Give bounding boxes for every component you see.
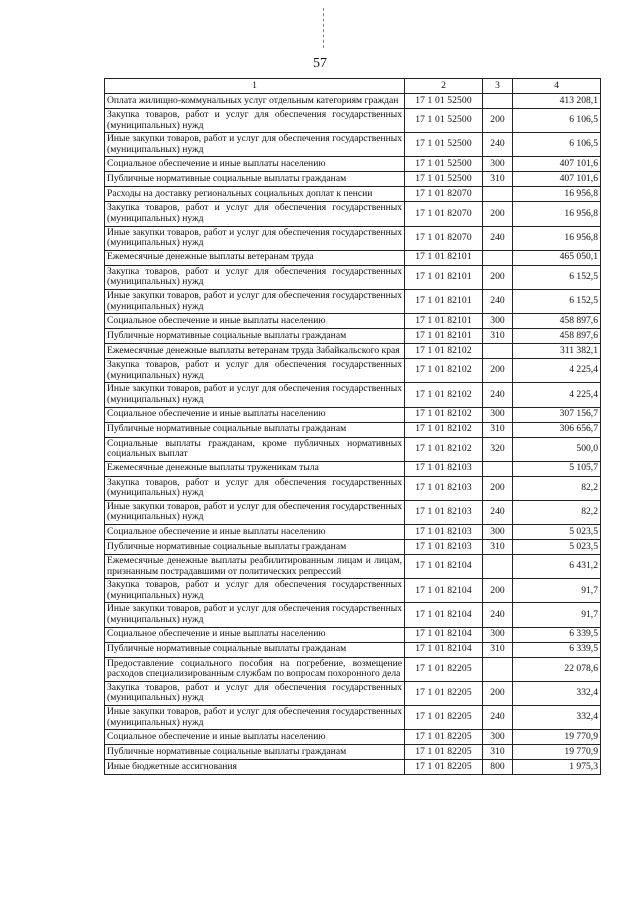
- header-cell-code: 2: [405, 79, 483, 94]
- row-type-cell: 310: [483, 745, 513, 760]
- table-row: [105, 344, 601, 359]
- row-type-cell: [483, 657, 513, 681]
- row-code-cell: 17 1 01 82102: [405, 437, 483, 461]
- table-row: [105, 730, 601, 745]
- row-name-cell: Предоставление социального пособия на погребение, возмещение расходов специализированным службам по вопросам похоронного дела: [105, 657, 405, 681]
- row-name-cell: Иные закупки товаров, работ и услуг для обеспечения государственных (муниципальных) нужд: [105, 603, 405, 627]
- row-amount-cell: 91,7: [513, 603, 601, 627]
- row-code-cell: 17 1 01 82103: [405, 476, 483, 500]
- table-row: [105, 627, 601, 642]
- row-amount-cell: 6 106,5: [513, 133, 601, 157]
- row-type-cell: 300: [483, 157, 513, 172]
- row-name-cell: Социальное обеспечение и иные выплаты населению: [105, 525, 405, 540]
- row-code-cell: 17 1 01 82103: [405, 461, 483, 476]
- row-name-cell: Иные закупки товаров, работ и услуг для обеспечения государственных (муниципальных) нужд: [105, 500, 405, 524]
- row-type-cell: [483, 555, 513, 579]
- row-code-cell: 17 1 01 82103: [405, 540, 483, 555]
- row-code-cell: 17 1 01 82103: [405, 500, 483, 524]
- row-amount-cell: 6 431,2: [513, 555, 601, 579]
- row-name-cell: Публичные нормативные социальные выплаты гражданам: [105, 172, 405, 187]
- row-type-cell: 200: [483, 681, 513, 705]
- table-row: [105, 500, 601, 524]
- row-type-cell: 240: [483, 133, 513, 157]
- table-row: [105, 642, 601, 657]
- table-row: [105, 461, 601, 476]
- table-row: [105, 706, 601, 730]
- row-type-cell: 320: [483, 437, 513, 461]
- row-code-cell: 17 1 01 82104: [405, 579, 483, 603]
- row-amount-cell: 22 078,6: [513, 657, 601, 681]
- row-code-cell: 17 1 01 82102: [405, 344, 483, 359]
- row-type-cell: [483, 344, 513, 359]
- row-code-cell: 17 1 01 82205: [405, 657, 483, 681]
- row-amount-cell: 4 225,4: [513, 359, 601, 383]
- row-code-cell: 17 1 01 82070: [405, 187, 483, 202]
- row-type-cell: 200: [483, 476, 513, 500]
- row-amount-cell: 82,2: [513, 476, 601, 500]
- row-code-cell: 17 1 01 82101: [405, 250, 483, 265]
- row-code-cell: 17 1 01 52500: [405, 109, 483, 133]
- row-name-cell: Закупка товаров, работ и услуг для обеспечения государственных (муниципальных) нужд: [105, 579, 405, 603]
- row-code-cell: 17 1 01 82104: [405, 642, 483, 657]
- row-type-cell: 200: [483, 265, 513, 289]
- row-type-cell: 310: [483, 172, 513, 187]
- row-code-cell: 17 1 01 52500: [405, 94, 483, 109]
- table-row: [105, 525, 601, 540]
- row-type-cell: 300: [483, 730, 513, 745]
- table-row: [105, 187, 601, 202]
- row-type-cell: 310: [483, 329, 513, 344]
- table-row: [105, 555, 601, 579]
- row-amount-cell: 307 156,7: [513, 407, 601, 422]
- row-name-cell: Социальное обеспечение и иные выплаты населению: [105, 627, 405, 642]
- row-amount-cell: 6 106,5: [513, 109, 601, 133]
- row-name-cell: Иные закупки товаров, работ и услуг для обеспечения государственных (муниципальных) нужд: [105, 289, 405, 313]
- row-name-cell: Закупка товаров, работ и услуг для обеспечения государственных (муниципальных) нужд: [105, 476, 405, 500]
- table-row: [105, 476, 601, 500]
- table-row: [105, 657, 601, 681]
- row-amount-cell: 465 050,1: [513, 250, 601, 265]
- row-name-cell: Социальные выплаты гражданам, кроме публичных нормативных социальных выплат: [105, 437, 405, 461]
- row-name-cell: Закупка товаров, работ и услуг для обеспечения государственных (муниципальных) нужд: [105, 265, 405, 289]
- row-code-cell: 17 1 01 82104: [405, 627, 483, 642]
- row-code-cell: 17 1 01 82101: [405, 289, 483, 313]
- row-type-cell: 200: [483, 579, 513, 603]
- row-code-cell: 17 1 01 82205: [405, 706, 483, 730]
- row-amount-cell: 332,4: [513, 681, 601, 705]
- row-name-cell: Закупка товаров, работ и услуг для обеспечения государственных (муниципальных) нужд: [105, 681, 405, 705]
- row-amount-cell: 407 101,6: [513, 172, 601, 187]
- row-amount-cell: 19 770,9: [513, 730, 601, 745]
- row-name-cell: Ежемесячные денежные выплаты ветеранам труда Забайкальского края: [105, 344, 405, 359]
- row-amount-cell: 5 023,5: [513, 525, 601, 540]
- row-name-cell: Публичные нормативные социальные выплаты гражданам: [105, 540, 405, 555]
- table-row: [105, 250, 601, 265]
- header-cell-amount: 4: [513, 79, 601, 94]
- table-row: [105, 407, 601, 422]
- row-name-cell: Публичные нормативные социальные выплаты гражданам: [105, 329, 405, 344]
- row-code-cell: 17 1 01 82101: [405, 329, 483, 344]
- row-amount-cell: 5 105,7: [513, 461, 601, 476]
- row-type-cell: 200: [483, 109, 513, 133]
- header-cell-type: 3: [483, 79, 513, 94]
- row-amount-cell: 500,0: [513, 437, 601, 461]
- fold-line: [323, 8, 324, 48]
- row-amount-cell: 82,2: [513, 500, 601, 524]
- row-name-cell: Ежемесячные денежные выплаты реабилитированным лицам и лицам, признанным пострадавшими от политических репрессий: [105, 555, 405, 579]
- row-name-cell: Ежемесячные денежные выплаты ветеранам труда: [105, 250, 405, 265]
- table-row: [105, 329, 601, 344]
- row-type-cell: 240: [483, 706, 513, 730]
- row-amount-cell: 91,7: [513, 579, 601, 603]
- row-code-cell: 17 1 01 82101: [405, 265, 483, 289]
- row-code-cell: 17 1 01 82205: [405, 681, 483, 705]
- row-type-cell: 200: [483, 359, 513, 383]
- row-code-cell: 17 1 01 82070: [405, 226, 483, 250]
- row-type-cell: 310: [483, 642, 513, 657]
- row-code-cell: 17 1 01 52500: [405, 172, 483, 187]
- row-name-cell: Социальное обеспечение и иные выплаты населению: [105, 407, 405, 422]
- row-amount-cell: 407 101,6: [513, 157, 601, 172]
- row-type-cell: 300: [483, 314, 513, 329]
- row-amount-cell: 19 770,9: [513, 745, 601, 760]
- row-type-cell: [483, 187, 513, 202]
- row-code-cell: 17 1 01 82104: [405, 603, 483, 627]
- row-type-cell: 300: [483, 525, 513, 540]
- row-code-cell: 17 1 01 82205: [405, 730, 483, 745]
- row-type-cell: 310: [483, 422, 513, 437]
- table-row: [105, 359, 601, 383]
- row-type-cell: 240: [483, 226, 513, 250]
- row-code-cell: 17 1 01 82102: [405, 359, 483, 383]
- row-name-cell: Социальное обеспечение и иные выплаты населению: [105, 157, 405, 172]
- table-row: [105, 172, 601, 187]
- row-amount-cell: 6 152,5: [513, 265, 601, 289]
- row-type-cell: 310: [483, 540, 513, 555]
- row-type-cell: [483, 250, 513, 265]
- row-code-cell: 17 1 01 82103: [405, 525, 483, 540]
- header-row: [105, 79, 601, 94]
- table-row: [105, 437, 601, 461]
- row-code-cell: 17 1 01 82102: [405, 407, 483, 422]
- row-code-cell: 17 1 01 82101: [405, 314, 483, 329]
- row-amount-cell: 4 225,4: [513, 383, 601, 407]
- row-amount-cell: 311 382,1: [513, 344, 601, 359]
- page-number: 57: [313, 56, 327, 71]
- row-code-cell: 17 1 01 82205: [405, 745, 483, 760]
- table-row: [105, 681, 601, 705]
- row-amount-cell: 332,4: [513, 706, 601, 730]
- row-name-cell: Социальное обеспечение и иные выплаты населению: [105, 314, 405, 329]
- row-name-cell: Ежемесячные денежные выплаты труженикам тыла: [105, 461, 405, 476]
- row-type-cell: [483, 94, 513, 109]
- table-row: [105, 226, 601, 250]
- table-row: [105, 579, 601, 603]
- row-amount-cell: 458 897,6: [513, 329, 601, 344]
- row-code-cell: 17 1 01 82102: [405, 422, 483, 437]
- row-amount-cell: 5 023,5: [513, 540, 601, 555]
- row-amount-cell: 16 956,8: [513, 202, 601, 226]
- row-amount-cell: 1 975,3: [513, 760, 601, 775]
- row-type-cell: 240: [483, 289, 513, 313]
- budget-table: [104, 78, 601, 775]
- row-amount-cell: 16 956,8: [513, 226, 601, 250]
- row-name-cell: Иные закупки товаров, работ и услуг для обеспечения государственных (муниципальных) нужд: [105, 226, 405, 250]
- row-name-cell: Иные бюджетные ассигнования: [105, 760, 405, 775]
- row-amount-cell: 6 152,5: [513, 289, 601, 313]
- table-row: [105, 265, 601, 289]
- row-name-cell: Публичные нормативные социальные выплаты гражданам: [105, 642, 405, 657]
- row-name-cell: Публичные нормативные социальные выплаты гражданам: [105, 745, 405, 760]
- row-name-cell: Социальное обеспечение и иные выплаты населению: [105, 730, 405, 745]
- row-name-cell: Закупка товаров, работ и услуг для обеспечения государственных (муниципальных) нужд: [105, 202, 405, 226]
- header-cell-name: 1: [105, 79, 405, 94]
- table-row: [105, 540, 601, 555]
- row-name-cell: Публичные нормативные социальные выплаты гражданам: [105, 422, 405, 437]
- row-amount-cell: 6 339,5: [513, 642, 601, 657]
- row-amount-cell: 6 339,5: [513, 627, 601, 642]
- row-code-cell: 17 1 01 82104: [405, 555, 483, 579]
- table-row: [105, 760, 601, 775]
- row-code-cell: 17 1 01 82070: [405, 202, 483, 226]
- table-row: [105, 422, 601, 437]
- row-name-cell: Иные закупки товаров, работ и услуг для обеспечения государственных (муниципальных) нужд: [105, 133, 405, 157]
- table-row: [105, 383, 601, 407]
- row-type-cell: 300: [483, 627, 513, 642]
- row-type-cell: 800: [483, 760, 513, 775]
- row-code-cell: 17 1 01 52500: [405, 157, 483, 172]
- row-type-cell: [483, 461, 513, 476]
- table-row: [105, 603, 601, 627]
- row-type-cell: 300: [483, 407, 513, 422]
- table-row: [105, 745, 601, 760]
- table-row: [105, 157, 601, 172]
- row-type-cell: 240: [483, 383, 513, 407]
- row-amount-cell: 16 956,8: [513, 187, 601, 202]
- row-name-cell: Иные закупки товаров, работ и услуг для обеспечения государственных (муниципальных) нужд: [105, 706, 405, 730]
- row-name-cell: Иные закупки товаров, работ и услуг для обеспечения государственных (муниципальных) нужд: [105, 383, 405, 407]
- table-row: [105, 94, 601, 109]
- row-type-cell: 200: [483, 202, 513, 226]
- row-amount-cell: 458 897,6: [513, 314, 601, 329]
- row-name-cell: Закупка товаров, работ и услуг для обеспечения государственных (муниципальных) нужд: [105, 109, 405, 133]
- table-row: [105, 314, 601, 329]
- row-name-cell: Расходы на доставку региональных социальных доплат к пенсии: [105, 187, 405, 202]
- table-row: [105, 289, 601, 313]
- row-name-cell: Оплата жилищно-коммунальных услуг отдельным категориям граждан: [105, 94, 405, 109]
- row-type-cell: 240: [483, 603, 513, 627]
- row-name-cell: Закупка товаров, работ и услуг для обеспечения государственных (муниципальных) нужд: [105, 359, 405, 383]
- table-row: [105, 133, 601, 157]
- row-code-cell: 17 1 01 82102: [405, 383, 483, 407]
- row-type-cell: 240: [483, 500, 513, 524]
- row-amount-cell: 306 656,7: [513, 422, 601, 437]
- row-code-cell: 17 1 01 52500: [405, 133, 483, 157]
- row-amount-cell: 413 208,1: [513, 94, 601, 109]
- table-row: [105, 202, 601, 226]
- table-row: [105, 109, 601, 133]
- row-code-cell: 17 1 01 82205: [405, 760, 483, 775]
